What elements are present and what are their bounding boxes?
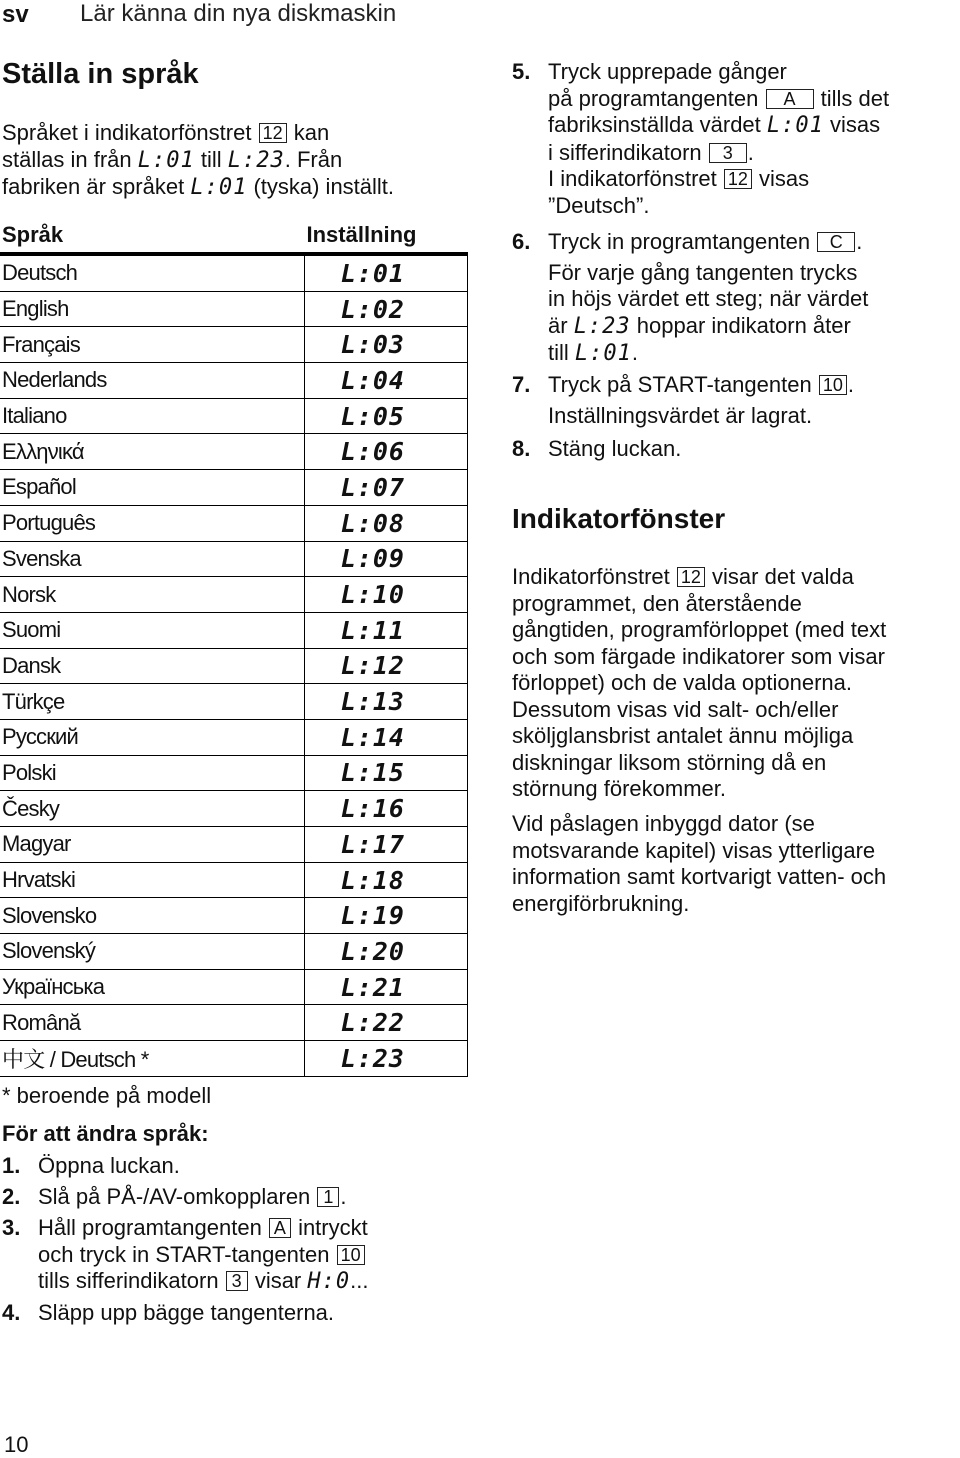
table-row <box>0 934 468 970</box>
para-line: störnung förekommer. <box>512 776 726 801</box>
step-text: Släpp upp bägge tangenterna. <box>38 1300 335 1325</box>
table-row <box>0 648 468 684</box>
language-name: Nederlands <box>0 363 305 399</box>
para-line: diskningar liksom störning då en <box>512 749 827 775</box>
language-name: Česky <box>0 791 305 827</box>
para-line: gångtiden, programförloppet (med text <box>512 617 887 642</box>
para-line: energiförbrukning. <box>512 890 690 916</box>
language-setting-code: L:08 <box>305 505 468 541</box>
language-setting-code: L:04 <box>305 363 468 399</box>
intro-paragraph <box>2 120 462 202</box>
table-row <box>0 254 468 291</box>
key-3: 3 <box>709 143 747 163</box>
key-10: 10 <box>337 1245 365 1265</box>
table-row <box>0 612 468 648</box>
para-line: förloppet) och de valda optionerna. <box>512 670 853 695</box>
language-code: sv <box>2 1 29 28</box>
language-setting-code: L:02 <box>305 291 468 327</box>
language-setting-code: L:13 <box>305 684 468 720</box>
intro-text: Språket i indikatorfönstret <box>2 120 252 145</box>
language-name: Polski <box>0 755 305 791</box>
step-text: Tryck på START-tangenten <box>548 372 812 397</box>
step-text: visas <box>830 112 881 137</box>
intro-text: (tyska) inställt. <box>253 174 395 199</box>
step-1 <box>2 1153 180 1180</box>
language-setting-code: L:11 <box>305 612 468 648</box>
language-name: Español <box>0 470 305 506</box>
step-7 <box>512 372 957 429</box>
intro-text: ställas in från <box>2 146 132 172</box>
step-6 <box>512 229 957 368</box>
table-row <box>0 398 468 434</box>
footnote: * beroende på modell <box>2 1083 212 1108</box>
step-8 <box>512 436 681 463</box>
language-setting-code: L:15 <box>305 755 468 791</box>
step-text: hoppar indikatorn åter <box>636 312 851 338</box>
display-code: L:23 <box>573 313 631 339</box>
language-name: Deutsch <box>0 254 305 291</box>
step-text: Håll programtangenten <box>38 1215 262 1240</box>
language-setting-code: L:07 <box>305 470 468 506</box>
para-line: och som färgade indikatorer som visar <box>512 643 885 669</box>
section-heading-language: Ställa in språk <box>2 58 199 90</box>
step-text: till <box>548 340 569 365</box>
table-row <box>0 755 468 791</box>
page-number: 10 <box>4 1432 29 1457</box>
step-3 <box>2 1215 462 1296</box>
step-text: visas <box>759 166 810 191</box>
key-a: A <box>269 1218 291 1238</box>
key-1: 1 <box>317 1187 339 1207</box>
language-table <box>0 218 468 1077</box>
language-name: Svenska <box>0 541 305 577</box>
step-text: Stäng luckan. <box>548 436 682 461</box>
display-code: L:01 <box>574 341 632 366</box>
step-text: visar <box>254 1268 302 1293</box>
step-text: Inställningsvärdet är lagrat. <box>548 402 813 428</box>
step-text: in höjs värdet ett steg; när värdet <box>548 286 869 311</box>
table-row <box>0 791 468 827</box>
table-row <box>0 541 468 577</box>
table-row <box>0 470 468 506</box>
step-text: intryckt <box>298 1215 368 1240</box>
language-setting-code: L:21 <box>305 969 468 1005</box>
language-name: Norsk <box>0 577 305 613</box>
language-name: Magyar <box>0 827 305 863</box>
change-language-heading: För att ändra språk: <box>2 1121 209 1146</box>
table-row <box>0 898 468 934</box>
language-name: Italiano <box>0 398 305 434</box>
language-name: Português <box>0 505 305 541</box>
key-3: 3 <box>226 1271 248 1291</box>
intro-text: . Från <box>284 146 343 172</box>
step-number: 5. <box>512 59 531 84</box>
column-header-setting: Inställning <box>305 218 468 254</box>
step-text: i sifferindikatorn <box>548 139 702 165</box>
intro-text: fabriken är språket <box>2 174 185 199</box>
para-line: programmet, den återstående <box>512 590 802 616</box>
language-setting-code: L:22 <box>305 1005 468 1041</box>
language-setting-code: L:19 <box>305 898 468 934</box>
intro-text: till <box>200 146 222 172</box>
step-text: . <box>340 1184 347 1209</box>
language-name: Română <box>0 1005 305 1041</box>
table-row <box>0 434 468 470</box>
step-text: Öppna luckan. <box>38 1153 180 1178</box>
step-number: 4. <box>2 1300 21 1325</box>
para-line: motsvarande kapitel) visas ytterligare <box>512 837 876 863</box>
step-text: fabriksinställda värdet <box>548 112 761 137</box>
table-row <box>0 363 468 399</box>
step-text: tills sifferindikatorn <box>38 1268 219 1293</box>
language-setting-code: L:14 <box>305 719 468 755</box>
language-setting-code: L:20 <box>305 934 468 970</box>
language-setting-code: L:05 <box>305 398 468 434</box>
language-setting-code: L:10 <box>305 577 468 613</box>
language-name: Hrvatski <box>0 862 305 898</box>
step-4 <box>2 1300 334 1327</box>
key-12: 12 <box>259 123 287 143</box>
step-number: 6. <box>512 229 531 254</box>
language-name: English <box>0 291 305 327</box>
display-code: L:23 <box>227 147 285 173</box>
language-name: Dansk <box>0 648 305 684</box>
language-name: Suomi <box>0 612 305 648</box>
language-setting-code: L:06 <box>305 434 468 470</box>
step-text: . <box>847 372 854 397</box>
language-name: Українська <box>0 969 305 1005</box>
para-text: Indikatorfönstret <box>512 564 670 589</box>
step-text: . <box>856 229 863 254</box>
language-name: Русский <box>0 719 305 755</box>
step-text: Tryck upprepade gånger <box>548 59 787 84</box>
step-number: 1. <box>2 1153 21 1178</box>
step-text: Slå på PÅ-/AV-omkopplaren <box>38 1184 311 1209</box>
table-row <box>0 1005 468 1041</box>
step-text: är <box>548 312 568 338</box>
language-name: Ελληνικά <box>0 434 305 470</box>
language-setting-code: L:18 <box>305 862 468 898</box>
key-12: 12 <box>677 567 705 587</box>
display-code: L:01 <box>137 147 195 173</box>
table-row <box>0 827 468 863</box>
step-text: och tryck in START-tangenten <box>38 1241 330 1267</box>
step-number: 2. <box>2 1184 21 1209</box>
step-text: För varje gång tangenten trycks <box>548 259 858 285</box>
key-a: A <box>766 89 814 109</box>
display-code: H:0 <box>307 1269 351 1294</box>
table-row <box>0 684 468 720</box>
computer-paragraph <box>512 811 960 917</box>
language-setting-code: L:23 <box>305 1041 468 1077</box>
table-row <box>0 505 468 541</box>
table-row <box>0 969 468 1005</box>
para-text: visar det valda <box>712 564 854 589</box>
step-number: 8. <box>512 436 531 461</box>
language-setting-code: L:01 <box>305 254 468 291</box>
step-5 <box>512 59 957 219</box>
step-text: tills det <box>820 85 890 111</box>
step-text: ”Deutsch”. <box>548 192 650 218</box>
indicator-paragraph <box>512 564 960 803</box>
step-text: ... <box>350 1268 369 1293</box>
step-text: . <box>631 340 639 365</box>
language-name: Slovensko <box>0 898 305 934</box>
language-setting-code: L:16 <box>305 791 468 827</box>
para-line: Dessutom visas vid salt- och/eller <box>512 696 839 722</box>
section-heading-indicator: Indikatorfönster <box>512 503 726 534</box>
display-code: L:01 <box>766 113 824 138</box>
key-12: 12 <box>724 169 752 189</box>
step-text: . <box>747 139 754 165</box>
para-line: Vid påslagen inbyggd dator (se <box>512 811 815 836</box>
step-text: på programtangenten <box>548 85 759 111</box>
key-c: C <box>817 232 855 252</box>
language-setting-code: L:09 <box>305 541 468 577</box>
table-row <box>0 719 468 755</box>
table-row <box>0 1041 468 1077</box>
intro-text: kan <box>293 120 330 145</box>
language-name: Slovenský <box>0 934 305 970</box>
table-row <box>0 291 468 327</box>
table-row <box>0 577 468 613</box>
step-text: Tryck in programtangenten <box>548 229 811 254</box>
language-setting-code: L:17 <box>305 827 468 863</box>
language-name: Türkçe <box>0 684 305 720</box>
step-number: 3. <box>2 1215 21 1240</box>
table-row <box>0 327 468 363</box>
step-2 <box>2 1184 347 1211</box>
header-title: Lär känna din nya diskmaskin <box>80 0 397 27</box>
language-setting-code: L:03 <box>305 327 468 363</box>
language-setting-code: L:12 <box>305 648 468 684</box>
table-row <box>0 862 468 898</box>
language-name: 中文 / Deutsch * <box>0 1041 305 1077</box>
step-text: I indikatorfönstret <box>548 166 717 191</box>
language-name: Français <box>0 327 305 363</box>
key-10: 10 <box>819 375 847 395</box>
para-line: information samt kortvarigt vatten- och <box>512 864 887 889</box>
display-code: L:01 <box>190 175 248 200</box>
step-number: 7. <box>512 372 531 397</box>
para-line: sköljglansbrist antalet ännu möjliga <box>512 723 854 748</box>
column-header-language: Språk <box>0 218 305 254</box>
